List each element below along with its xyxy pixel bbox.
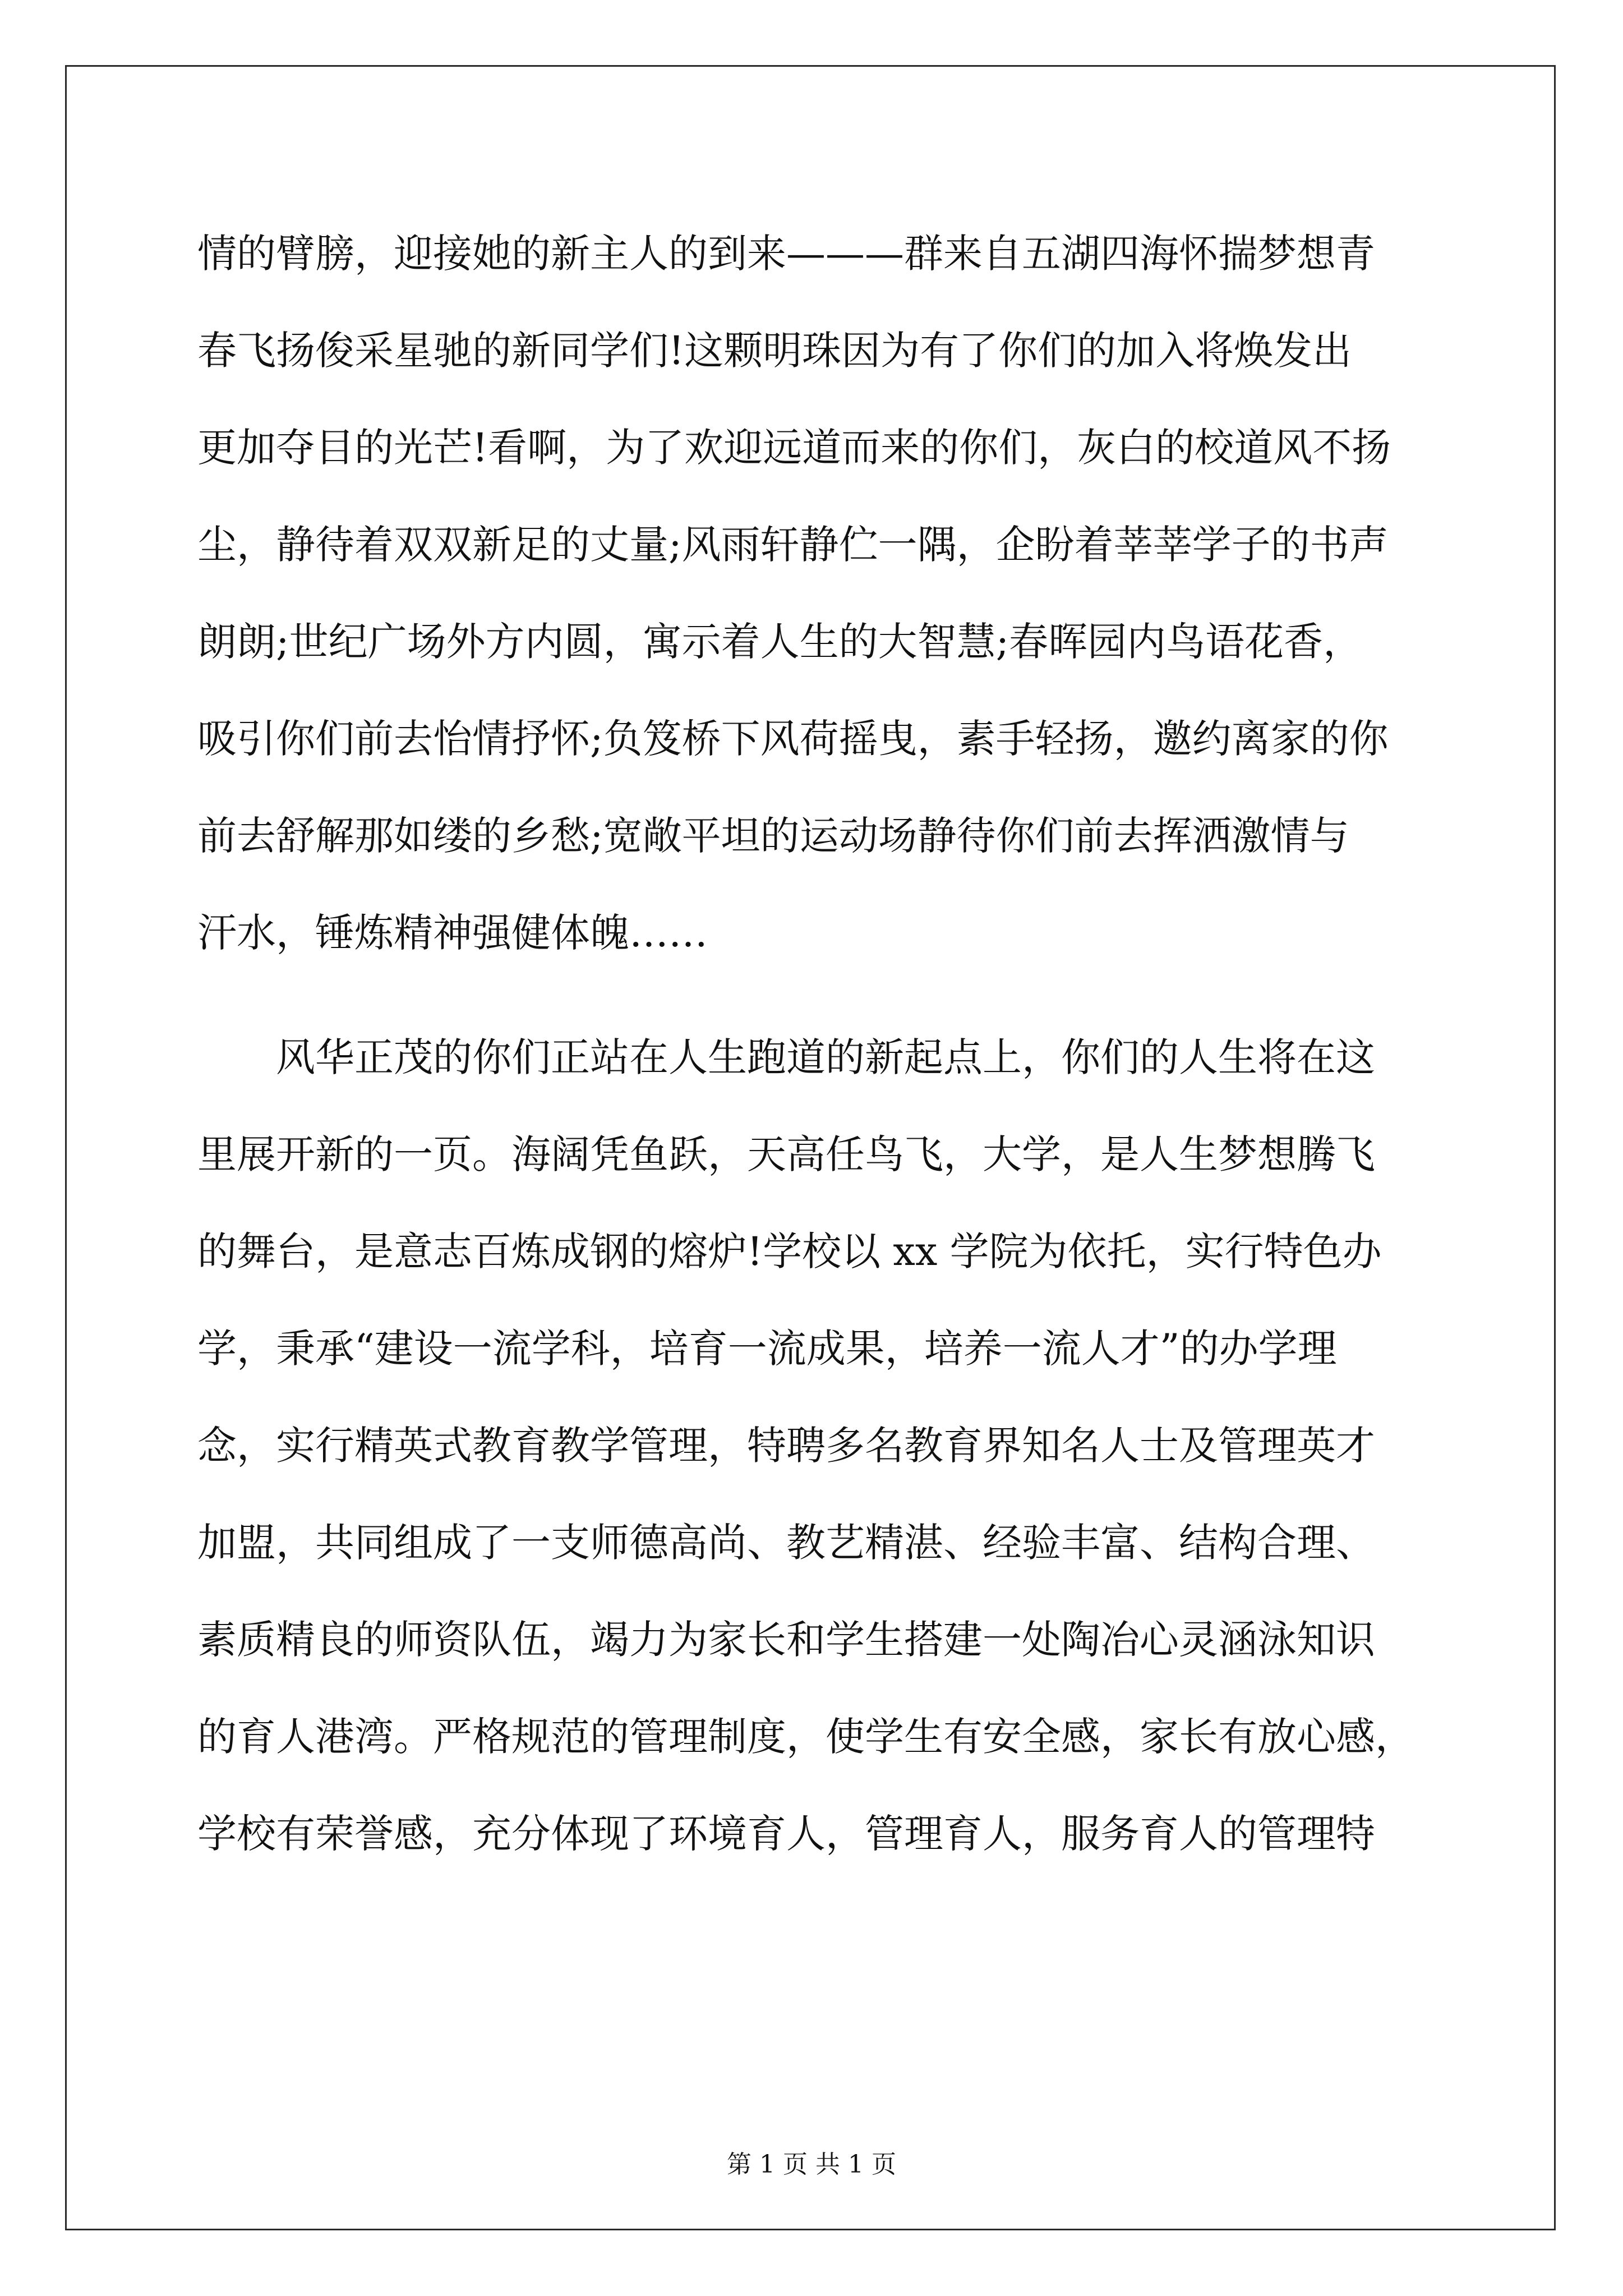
text-line: 学校有荣誉感，充分体现了环境育人，管理育人，服务育人的管理特 (197, 1811, 1375, 1857)
text-line: 学，秉承“建设一流学科，培育一流成果，培养一流人才”的办学理 (197, 1326, 1337, 1372)
text-line: 春飞扬俊采星驰的新同学们!这颗明珠因为有了你们的加入将焕发出 (197, 328, 1352, 374)
text-line: 前去舒解那如缕的乡愁;宽敞平坦的运动场静待你们前去挥洒激情与 (197, 813, 1349, 859)
text-line: 里展开新的一页。海阔凭鱼跃，天高任鸟飞，大学，是人生梦想腾飞 (197, 1131, 1375, 1177)
text-line: 尘，静待着双双新足的丈量;风雨轩静伫一隅，企盼着莘莘学子的书声 (197, 522, 1389, 568)
text-line: 风华正茂的你们正站在人生跑道的新起点上，你们的人生将在这 (276, 1034, 1375, 1080)
text-line: 朗朗;世纪广场外方内圆，寓示着人生的大智慧;春晖园内鸟语花香， (197, 619, 1363, 665)
paragraph-1 (197, 205, 1431, 982)
paragraph-gap (197, 982, 1431, 1009)
text-line: 吸引你们前去怡情抒怀;负笈桥下风荷摇曳，素手轻扬，邀约离家的你 (197, 716, 1389, 762)
text-line: 情的臂膀，迎接她的新主人的到来———群来自五湖四海怀揣梦想青 (197, 231, 1375, 277)
text-line: 加盟，共同组成了一支师德高尚、教艺精湛、经验丰富、结构合理、 (197, 1520, 1375, 1566)
text-line: 的育人港湾。严格规范的管理制度，使学生有安全感，家长有放心感， (197, 1714, 1414, 1760)
text-line: 念，实行精英式教育教学管理，特聘多名教育界知名人士及管理英才 (197, 1423, 1375, 1469)
text-line: 的舞台，是意志百炼成钢的熔炉!学校以 xx 学院为依托，实行特色办 (197, 1228, 1382, 1274)
text-line: 汗水，锤炼精神强健体魄…… (197, 910, 708, 956)
paragraph-2 (197, 1009, 1431, 1883)
page-footer: 第 1 页 共 1 页 (727, 2150, 896, 2179)
text-line: 更加夺目的光芒!看啊，为了欢迎远道而来的你们，灰白的校道风不扬 (197, 425, 1391, 471)
text-line: 素质精良的师资队伍，竭力为家长和学生搭建一处陶冶心灵涵泳知识 (197, 1617, 1375, 1663)
document-body (197, 205, 1431, 1883)
